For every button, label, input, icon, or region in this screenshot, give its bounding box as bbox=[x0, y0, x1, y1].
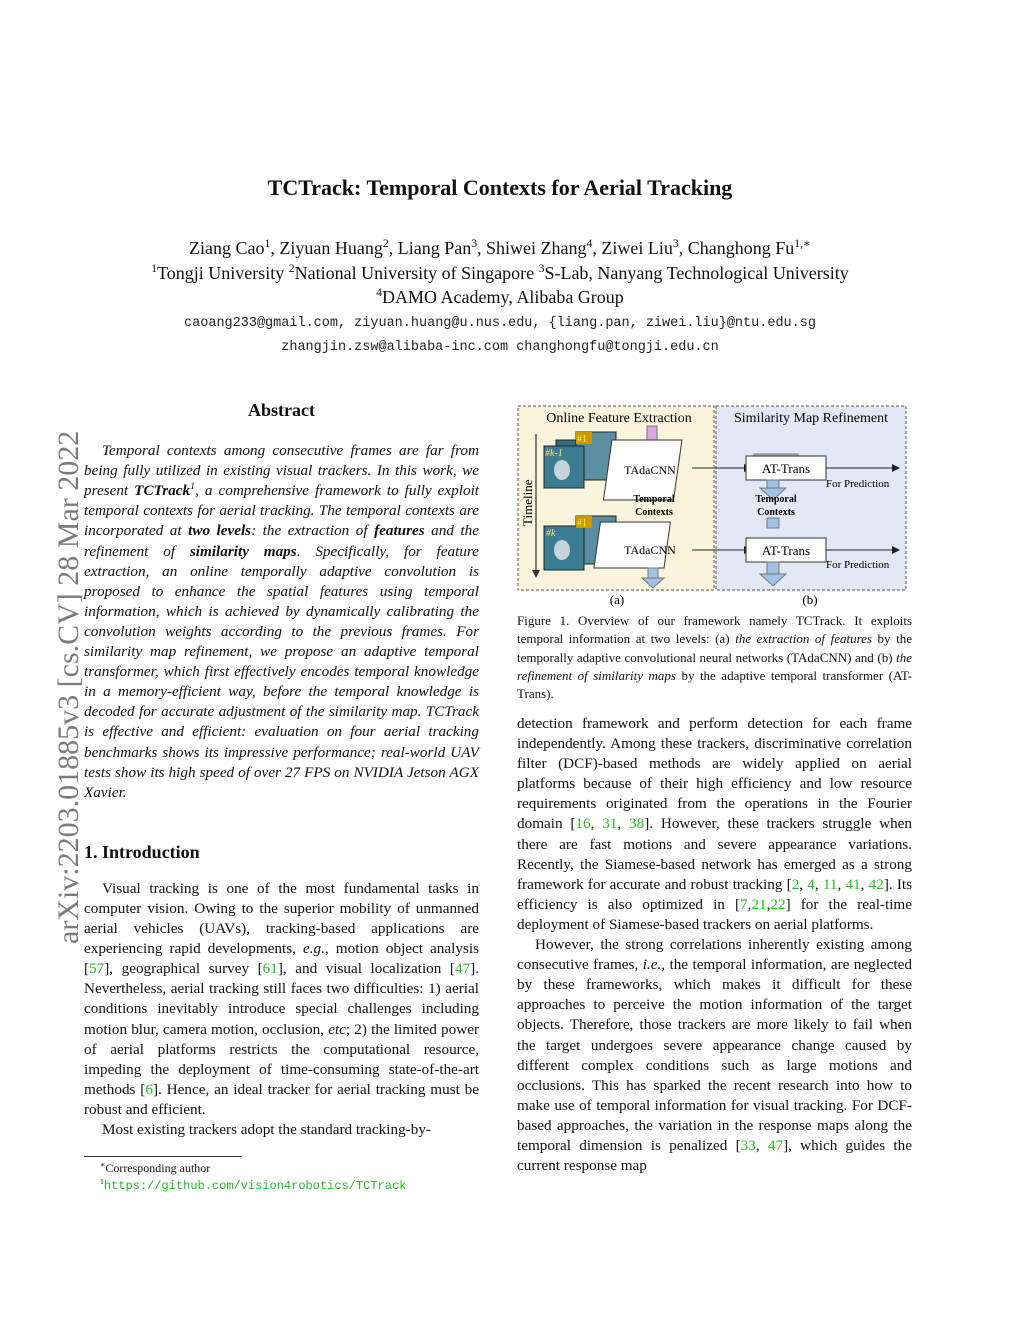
text: ]. However, these trackers struggle when there are fast motions and severe appearance variations. Recently, the Siamese-based network has emerged as a strong framework for accurate and robust tracking [ bbox=[517, 815, 913, 893]
citation-link[interactable]: 21 bbox=[751, 895, 767, 913]
text: ]. Its efficiency is also optimized in [ bbox=[517, 875, 913, 913]
timeline-label: Timeline bbox=[520, 479, 535, 526]
text: , bbox=[814, 875, 823, 893]
prediction-label: For Prediction bbox=[826, 478, 890, 490]
temporal-label: Temporal bbox=[633, 494, 675, 505]
text: the temporal information, are neglected by these frameworks, which makes it difficult for these approaches to perceive the motion information of the target objects. Therefore, those trackers are more likely to fail when the target undergoes severe appearance change caused by different complex conditions such as large motions and occlusions. This has sparked the recent research into how to make use of temporal information for visual tracking. For DCF-based approaches, the variation in the response maps along the temporal dimension is penalized [ bbox=[517, 956, 912, 1154]
abstract-part: : the extraction of bbox=[251, 522, 375, 540]
blue-arrow-shaft bbox=[648, 568, 658, 578]
panel-a-label: (a) bbox=[609, 592, 625, 607]
caption-text: Figure 1. Overview of our framework namely TCTrack. It exploits temporal information at two levels: (a) bbox=[517, 613, 912, 647]
left-column bbox=[84, 400, 479, 1140]
abstract-features: features bbox=[374, 522, 425, 540]
citation-link[interactable]: 31 bbox=[602, 815, 618, 833]
author-affiliation-sup: 1,∗ bbox=[794, 237, 811, 250]
citation-link[interactable]: 22 bbox=[770, 895, 786, 913]
text: , bbox=[766, 895, 771, 913]
abstract-part: . Specifically, for feature extraction, an online temporally adaptive convolution is proposed to enhance the spatial features using temporal information, which is achieved by dynamically calibrating the convolution weights according to the previous frames. For similarity map refinement, we propose an adaptive temporal transformer, which first effectively encodes temporal knowledge in a memory-efficient way, before the temporal knowledge is decoded for accurate adjustment of the similarity map. TCTrack is effective and efficient: evaluation on four aerial tracking benchmarks shows its impressive performance; real-world UAV tests show its high speed of over 27 FPS on NVIDIA Jetson AGX Xavier. bbox=[84, 542, 479, 801]
figure-1 bbox=[514, 404, 910, 608]
panel-a-title: Online Feature Extraction bbox=[546, 411, 692, 426]
tadacnn-label: TAdaCNN bbox=[624, 463, 676, 477]
author-name: Ziang Cao bbox=[189, 238, 265, 258]
caption-text: by the temporally adaptive convolutional neural networks (TAdaCNN) and (b) bbox=[517, 631, 912, 665]
abstract-similarity-maps: similarity maps bbox=[189, 542, 297, 560]
caption-text: the refinement of similarity maps bbox=[517, 649, 912, 683]
footnote-corresponding bbox=[100, 1160, 210, 1177]
author-affiliation-sup: 1 bbox=[264, 237, 271, 250]
blue-arrow-shaft bbox=[767, 518, 779, 528]
paper-title: TCTrack: Temporal Contexts for Aerial Tracking bbox=[267, 175, 733, 200]
text: , bbox=[617, 815, 630, 833]
citation-link[interactable]: 33 bbox=[740, 1136, 756, 1154]
text: detection framework and perform detection for each frame independently. Among these trackers, discriminative correlation filter (DCF)-based methods are widely applied on aerial platforms because of their high efficiency and low resource requirements originated from the operations in the Fourier domain [ bbox=[517, 715, 912, 833]
author-affiliation-sup: 2 bbox=[382, 237, 389, 250]
at-trans-label: AT-Trans bbox=[761, 461, 811, 476]
blue-arrow-shaft bbox=[767, 562, 779, 574]
citation-link[interactable]: 4 bbox=[807, 875, 815, 893]
author-name: Liang Pan bbox=[397, 238, 472, 258]
affiliation-sup: 3 bbox=[538, 262, 545, 275]
author-name: Ziwei Liu bbox=[601, 238, 673, 258]
abstract-part: Temporal contexts among consecutive frames are far from being fully utilized in existing visual trackers. In this work, we present bbox=[84, 442, 479, 500]
author-list: Ziang Cao$^1$, Ziyuan Huang$^2$, Liang Pan$^3$, Shiwei Zhang$^4$, Ziwei Liu$^3$, Changhong $Fu^{1,∗}$ bbox=[189, 237, 811, 258]
text: , bbox=[799, 875, 808, 893]
author-name: Shiwei Zhang bbox=[486, 238, 587, 258]
right-column bbox=[517, 714, 912, 1176]
frame-tag: #k bbox=[546, 528, 556, 539]
text: ], geographical survey [ bbox=[104, 960, 263, 978]
footnote-text: Corresponding author bbox=[105, 1161, 211, 1175]
text: ], which guides the current response map bbox=[517, 1136, 912, 1175]
text: e.g. bbox=[302, 940, 325, 958]
citation-link[interactable]: 16 bbox=[575, 815, 591, 833]
intro-heading: 1. Introduction bbox=[84, 841, 200, 862]
text: ] for the real-time deployment of Siamese-based trackers on aerial platforms. bbox=[517, 895, 912, 933]
citation-link[interactable]: 38 bbox=[629, 815, 645, 833]
text: , bbox=[747, 895, 752, 913]
frame-tag: #k-1 bbox=[545, 448, 563, 459]
abstract-two-levels: two levels bbox=[188, 522, 252, 540]
email-line-1: caoang233@gmail.com, ziyuan.huang@u.nus.edu, {liang.pan, ziwei.liu}@ntu.edu.sg bbox=[184, 316, 816, 331]
citation-link[interactable]: 61 bbox=[262, 960, 278, 978]
intro-paragraph-2: Most existing trackers adopt the standard tracking-by- bbox=[102, 1121, 431, 1138]
text: , motion object analysis [ bbox=[84, 940, 479, 978]
text: etc bbox=[328, 1020, 346, 1038]
temporal-label: Temporal bbox=[755, 494, 797, 505]
author-name: Ziyuan Huang bbox=[279, 238, 383, 258]
abstract-text bbox=[84, 441, 479, 803]
text: ], and visual localization [ bbox=[277, 960, 455, 978]
arxiv-stamp: arXiv:2203.01885v3 [cs.CV] 28 Mar 2022 bbox=[52, 430, 85, 944]
text: i.e., bbox=[642, 956, 666, 974]
citation-link[interactable]: 42 bbox=[868, 875, 884, 893]
footnote-mark: 1 bbox=[100, 1177, 104, 1186]
frame-tag: #1 bbox=[577, 518, 587, 529]
affiliation-line-2 bbox=[0, 287, 1000, 308]
text: , bbox=[590, 815, 603, 833]
author-affiliation-sup: 3 bbox=[471, 237, 478, 250]
citation-link[interactable]: 2 bbox=[791, 875, 800, 893]
affiliation-name: S-Lab, Nanyang Technological University bbox=[544, 263, 849, 283]
affiliation-name: DAMO Academy, Alibaba Group bbox=[382, 287, 624, 307]
caption-text: the extraction of features bbox=[735, 631, 872, 647]
text: , bbox=[837, 875, 846, 893]
affiliation-line-1 bbox=[0, 263, 1000, 284]
citation-link[interactable]: 11 bbox=[822, 875, 838, 893]
purple-arrow bbox=[647, 426, 657, 440]
citation-link[interactable]: 47 bbox=[454, 960, 471, 978]
contexts-label: Contexts bbox=[635, 507, 673, 518]
right-paragraph-2 bbox=[517, 935, 912, 1176]
affiliation-sup: 1 bbox=[151, 262, 158, 275]
citation-link[interactable]: 47 bbox=[767, 1136, 784, 1154]
author-name: Changhong Fu bbox=[687, 238, 795, 258]
footnote-rule bbox=[84, 1156, 242, 1157]
panel-b-label: (b) bbox=[802, 592, 818, 607]
intro-paragraph-1 bbox=[84, 879, 479, 1120]
frame-tag: #1 bbox=[577, 434, 587, 445]
text: ; 2) the limited power of aerial platforms restricts the computational resource, impeding the deployment of time-consuming state-of-the-art methods [ bbox=[84, 1020, 480, 1098]
surfer-image bbox=[554, 460, 570, 480]
abstract-heading: Abstract bbox=[248, 400, 315, 420]
at-trans-label: AT-Trans bbox=[761, 543, 811, 558]
text: , bbox=[860, 875, 869, 893]
blue-arrow-shaft bbox=[767, 480, 779, 488]
footnote-mark: ∗ bbox=[100, 1160, 106, 1169]
abstract-tctrack: TCTrack bbox=[134, 482, 191, 500]
citation-link[interactable]: 7 bbox=[740, 895, 748, 913]
right-paragraph-1 bbox=[517, 714, 912, 935]
author-affiliation-sup: 4 bbox=[586, 237, 593, 250]
tadacnn-label: TAdaCNN bbox=[624, 543, 676, 557]
citation-link[interactable]: 41 bbox=[845, 875, 861, 893]
text: ]. Hence, an ideal tracker for aerial tracking must be robust and efficient. bbox=[84, 1080, 480, 1118]
text: , bbox=[755, 1136, 768, 1154]
abstract-part: , a comprehensive framework to fully exploit temporal contexts for aerial tracking. The temporal contexts are incorporated at bbox=[84, 482, 480, 540]
figure-caption bbox=[517, 612, 912, 703]
panel-b-title: Similarity Map Refinement bbox=[734, 411, 888, 426]
text: ]. Nevertheless, aerial tracking still faces two difficulties: 1) aerial conditions inevitably introduce special challenges including motion blur, camera motion, occlusion, bbox=[84, 960, 479, 1038]
abstract-part: and the refinement of bbox=[84, 522, 479, 560]
surfer-image bbox=[554, 540, 570, 560]
text: Visual tracking is one of the most fundamental tasks in computer vision. Owing to the superior mobility of unmanned aerial vehicles (UAVs), tracking-based applications are experiencing rapid developments, bbox=[84, 879, 479, 958]
affiliation-name: National University of Singapore bbox=[294, 263, 539, 283]
github-link[interactable]: https://github.com/vision4robotics/TCTrack bbox=[103, 1179, 407, 1193]
text: However, the strong correlations inherently existing among consecutive frames, bbox=[517, 936, 912, 974]
prediction-label: For Prediction bbox=[826, 559, 890, 571]
citation-link[interactable]: 6 bbox=[145, 1080, 153, 1098]
citation-link[interactable]: 57 bbox=[89, 960, 105, 978]
affiliation-sup: 2 bbox=[288, 262, 295, 275]
footnote-url bbox=[100, 1177, 406, 1195]
email-line-2: zhangjin.zsw@alibaba-inc.com changhongfu@tongji.edu.cn bbox=[281, 340, 719, 355]
arxiv-stamp-container bbox=[14, 352, 85, 944]
caption-text: by the adaptive temporal transformer (AT-Trans). bbox=[517, 667, 912, 702]
footnote-ref: 1 bbox=[190, 481, 196, 493]
contexts-label: Contexts bbox=[757, 507, 795, 518]
affiliation-name: Tongji University bbox=[157, 263, 289, 283]
author-affiliation-sup: 3 bbox=[672, 237, 679, 250]
affiliation-sup: 4 bbox=[376, 286, 383, 299]
